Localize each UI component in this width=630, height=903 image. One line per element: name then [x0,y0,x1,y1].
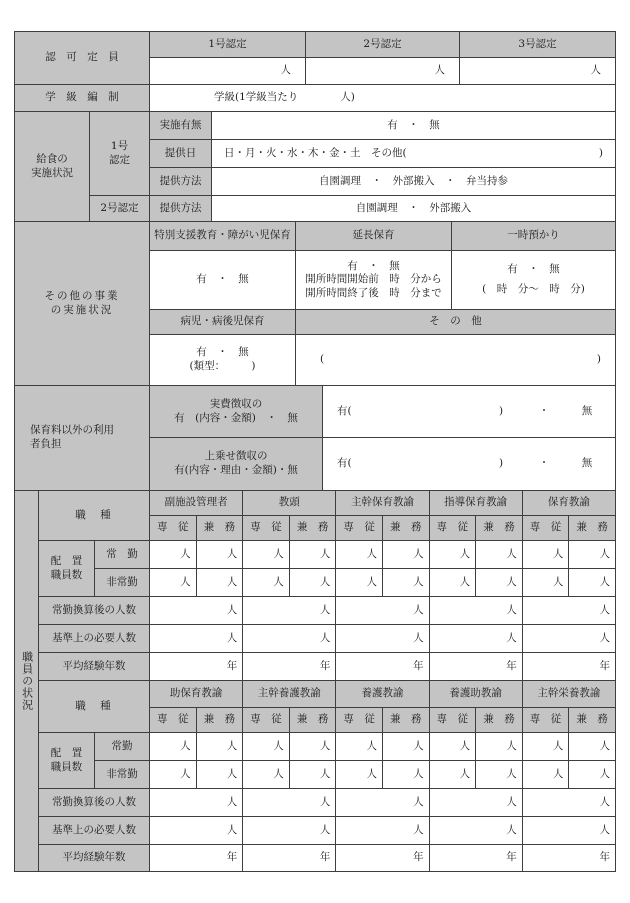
fte-count-cell: 人 [336,789,429,817]
sick-child-care-header: 病児・病後児保育 [150,310,296,335]
required-count-cell: 人 [336,625,429,653]
parttime-label: 非常勤 [95,569,150,597]
parttime-count-cell: 人 [243,569,290,597]
fulltime-count-cell: 人 [476,733,523,761]
capacity-value-type1: 人 [150,58,306,85]
concurrent-header: 兼 務 [289,516,336,541]
meals-type1-label-line1: 1号 [110,139,129,152]
meals-method-type1-label: 提供方法 [150,168,212,196]
fulltime-count-cell: 人 [522,733,569,761]
special-support-header: 特別支援教育・障がい児保育 [150,222,296,251]
required-count-cell: 人 [429,625,522,653]
temporary-care-value [452,251,616,310]
capacity-header-type1: 1号認定 [150,32,306,58]
surcharge-open: 有( [337,457,352,470]
fees-label-line2: 者負担 [30,438,62,450]
dedicated-header: 専 従 [429,708,476,733]
temporary-care-line2: ( 時 分～ 時 分) [482,283,585,295]
fulltime-count-cell: 人 [476,541,523,569]
capacity-header-type2: 2号認定 [306,32,460,58]
parttime-count-cell: 人 [429,761,476,789]
avg-experience-label: 平均経験年数 [39,653,150,681]
meals-method-type1-value: 自園調理 ・ 外部搬入 ・ 弁当持参 [212,168,616,196]
job-type-label: 職 種 [39,681,150,733]
staff-section-label-text: 職員の状況 [20,651,34,711]
dedicated-header: 専 従 [429,516,476,541]
required-count-label: 基準上の必要人数 [39,817,150,845]
avg-experience-cell: 年 [336,845,429,872]
avg-experience-cell: 年 [522,845,615,872]
placement-label [39,541,95,597]
parttime-count-cell: 人 [150,569,197,597]
position-nursing-teacher: 養護教諭 [336,681,429,708]
avg-experience-cell: 年 [336,653,429,681]
extended-care-line1: 有 ・ 無 [347,259,400,272]
surcharge-separator: ・ [538,457,550,470]
position-lead-childcare-teacher: 指導保育教諭 [429,491,522,516]
parttime-count-cell: 人 [569,761,616,789]
dedicated-header: 専 従 [150,708,197,733]
required-count-cell: 人 [429,817,522,845]
capacity-value-type2: 人 [306,58,460,85]
fte-count-cell: 人 [150,789,243,817]
position-assistant-nursing-teacher: 養護助教諭 [429,681,522,708]
fte-count-label: 常勤換算後の人数 [39,597,150,625]
fulltime-count-cell: 人 [150,733,197,761]
concurrent-header: 兼 務 [569,516,616,541]
avg-experience-cell: 年 [429,845,522,872]
fulltime-count-cell: 人 [429,541,476,569]
concurrent-header: 兼 務 [476,516,523,541]
temporary-care-header: 一時預かり [452,222,616,251]
surcharge-close: ) [499,457,504,470]
fulltime-count-cell: 人 [569,541,616,569]
required-count-label: 基準上の必要人数 [39,625,150,653]
fulltime-count-cell: 人 [289,733,336,761]
position-childcare-teacher: 保育教諭 [522,491,615,516]
surcharge-label-line1: 上乗せ徴収の [204,450,268,463]
meals-method-type2-label: 提供方法 [150,196,212,222]
fte-count-cell: 人 [243,597,336,625]
placement-label [39,733,95,789]
concurrent-header: 兼 務 [196,708,243,733]
required-count-cell: 人 [336,817,429,845]
other-services-label-line1: その他の事業 [44,289,120,302]
extended-care-line3: 開所時間終了後 時 分まで [305,286,442,299]
extended-care-line2: 開所時間開始前 時 分から [305,273,442,286]
capacity-label: 認 可 定 員 [15,32,150,85]
parttime-count-cell: 人 [382,761,429,789]
fte-count-cell: 人 [243,789,336,817]
meals-type1-label-line2: 認定 [109,153,130,166]
concurrent-header: 兼 務 [196,516,243,541]
extended-care-value [296,251,452,310]
dedicated-header: 専 従 [150,516,197,541]
meals-days-value [212,140,616,168]
parttime-count-cell: 人 [569,569,616,597]
placement-label-line1: 配 置 [50,746,83,759]
parttime-count-cell: 人 [196,761,243,789]
avg-experience-cell: 年 [429,653,522,681]
meals-days-label: 提供日 [150,140,212,168]
capacity-table [14,31,616,112]
fulltime-label: 常 勤 [95,541,150,569]
meals-label-line1: 給食の [36,152,68,165]
meals-days-options: 日・月・火・水・木・金・土 その他( [224,146,407,159]
fulltime-count-cell: 人 [196,733,243,761]
meals-type1-label [90,112,150,196]
position-vice-facility-manager: 副施設管理者 [150,491,243,516]
fees-table [14,385,616,491]
position-vice-principal: 教頭 [243,491,336,516]
surcharge-none: 無 [581,457,593,470]
fte-count-cell: 人 [522,597,615,625]
actual-cost-none: 無 [581,404,593,417]
other-header: そ の 他 [296,310,616,335]
parttime-count-cell: 人 [289,569,336,597]
actual-cost-label [150,386,323,438]
position-chief-childcare-teacher: 主幹保育教諭 [336,491,429,516]
fte-count-cell: 人 [336,597,429,625]
required-count-cell: 人 [150,817,243,845]
facility-form [14,31,615,871]
avg-experience-cell: 年 [522,653,615,681]
concurrent-header: 兼 務 [569,708,616,733]
temporary-care-line1: 有 ・ 無 [507,263,560,276]
concurrent-header: 兼 務 [476,708,523,733]
other-services-label-line2: の実施状況 [50,303,114,316]
avg-experience-cell: 年 [150,845,243,872]
parttime-count-cell: 人 [196,569,243,597]
avg-experience-cell: 年 [243,653,336,681]
meals-type2-label: 2号認定 [90,196,150,222]
fulltime-count-cell: 人 [196,541,243,569]
fulltime-count-cell: 人 [429,733,476,761]
placement-label-line2: 職員数 [50,568,83,581]
parttime-count-cell: 人 [476,761,523,789]
meals-method-type2-value: 自園調理 ・ 外部搬入 [212,196,616,222]
class-org-label: 学 級 編 制 [15,85,150,112]
concurrent-header: 兼 務 [382,708,429,733]
other-open: ( [320,353,325,366]
parttime-count-cell: 人 [336,761,383,789]
staff-table [14,490,616,872]
fte-count-cell: 人 [429,597,522,625]
fulltime-count-cell: 人 [522,541,569,569]
fulltime-count-cell: 人 [382,733,429,761]
dedicated-header: 専 従 [336,516,383,541]
avg-experience-cell: 年 [243,845,336,872]
job-type-label: 職 種 [39,491,150,541]
parttime-count-cell: 人 [243,761,290,789]
fulltime-count-cell: 人 [569,733,616,761]
required-count-cell: 人 [522,817,615,845]
fulltime-label: 常勤 [95,733,150,761]
parttime-count-cell: 人 [336,569,383,597]
dedicated-header: 専 従 [243,516,290,541]
avg-experience-cell: 年 [150,653,243,681]
sick-child-care-line1: 有 ・ 無 [196,346,249,359]
surcharge-value [323,438,616,491]
fte-count-cell: 人 [150,597,243,625]
concurrent-header: 兼 務 [382,516,429,541]
special-support-value: 有 ・ 無 [150,251,296,310]
fulltime-count-cell: 人 [289,541,336,569]
parttime-count-cell: 人 [150,761,197,789]
fees-label-line1: 保育料以外の利用 [30,424,114,437]
meals-days-close: ) [598,146,603,159]
other-close: ) [596,353,601,366]
parttime-count-cell: 人 [522,761,569,789]
capacity-header-type3: 3号認定 [460,32,616,58]
required-count-cell: 人 [243,625,336,653]
actual-cost-label-line2: 有 (内容・金額) ・ 無 [174,411,298,424]
meals-provision-value: 有 ・ 無 [212,112,616,140]
fte-count-cell: 人 [522,789,615,817]
dedicated-header: 専 従 [336,708,383,733]
fte-count-label: 常勤換算後の人数 [39,789,150,817]
position-assistant-childcare-teacher: 助保育教諭 [150,681,243,708]
position-chief-nursing-teacher: 主幹養護教諭 [243,681,336,708]
parttime-count-cell: 人 [289,761,336,789]
actual-cost-separator: ・ [538,404,550,417]
meals-label [15,112,90,222]
dedicated-header: 専 従 [522,516,569,541]
avg-experience-label: 平均経験年数 [39,845,150,872]
parttime-count-cell: 人 [522,569,569,597]
required-count-cell: 人 [150,625,243,653]
sick-child-care-value [150,335,296,386]
fulltime-count-cell: 人 [336,733,383,761]
fte-count-cell: 人 [429,789,522,817]
concurrent-header: 兼 務 [289,708,336,733]
fees-label [15,386,150,491]
placement-label-line1: 配 置 [50,554,83,567]
other-services-label [15,222,150,386]
parttime-count-cell: 人 [476,569,523,597]
fulltime-count-cell: 人 [243,541,290,569]
capacity-value-type3: 人 [460,58,616,85]
fulltime-count-cell: 人 [336,541,383,569]
class-org-value: 学級(1学級当たり 人) [150,85,616,112]
sick-child-care-line2: (類型： ) [189,360,256,372]
actual-cost-value [323,386,616,438]
meals-table [14,111,616,222]
position-chief-nutrition-teacher: 主幹栄養教諭 [522,681,615,708]
fulltime-count-cell: 人 [382,541,429,569]
placement-label-line2: 職員数 [50,760,83,773]
actual-cost-label-line1: 実費徴収の [209,397,263,410]
dedicated-header: 専 従 [243,708,290,733]
surcharge-label-line2: 有(内容・理由・金額)・無 [174,464,298,476]
required-count-cell: 人 [243,817,336,845]
other-services-table [14,221,616,386]
meals-provision-label: 実施有無 [150,112,212,140]
parttime-label: 非常勤 [95,761,150,789]
meals-label-line2: 実施状況 [31,166,73,179]
actual-cost-close: ) [499,404,504,417]
actual-cost-open: 有( [337,404,352,417]
extended-care-header: 延長保育 [296,222,452,251]
required-count-cell: 人 [522,625,615,653]
surcharge-label [150,438,323,491]
other-value [296,335,616,386]
fulltime-count-cell: 人 [243,733,290,761]
dedicated-header: 専 従 [522,708,569,733]
fulltime-count-cell: 人 [150,541,197,569]
parttime-count-cell: 人 [382,569,429,597]
parttime-count-cell: 人 [429,569,476,597]
staff-section-label [15,491,39,872]
